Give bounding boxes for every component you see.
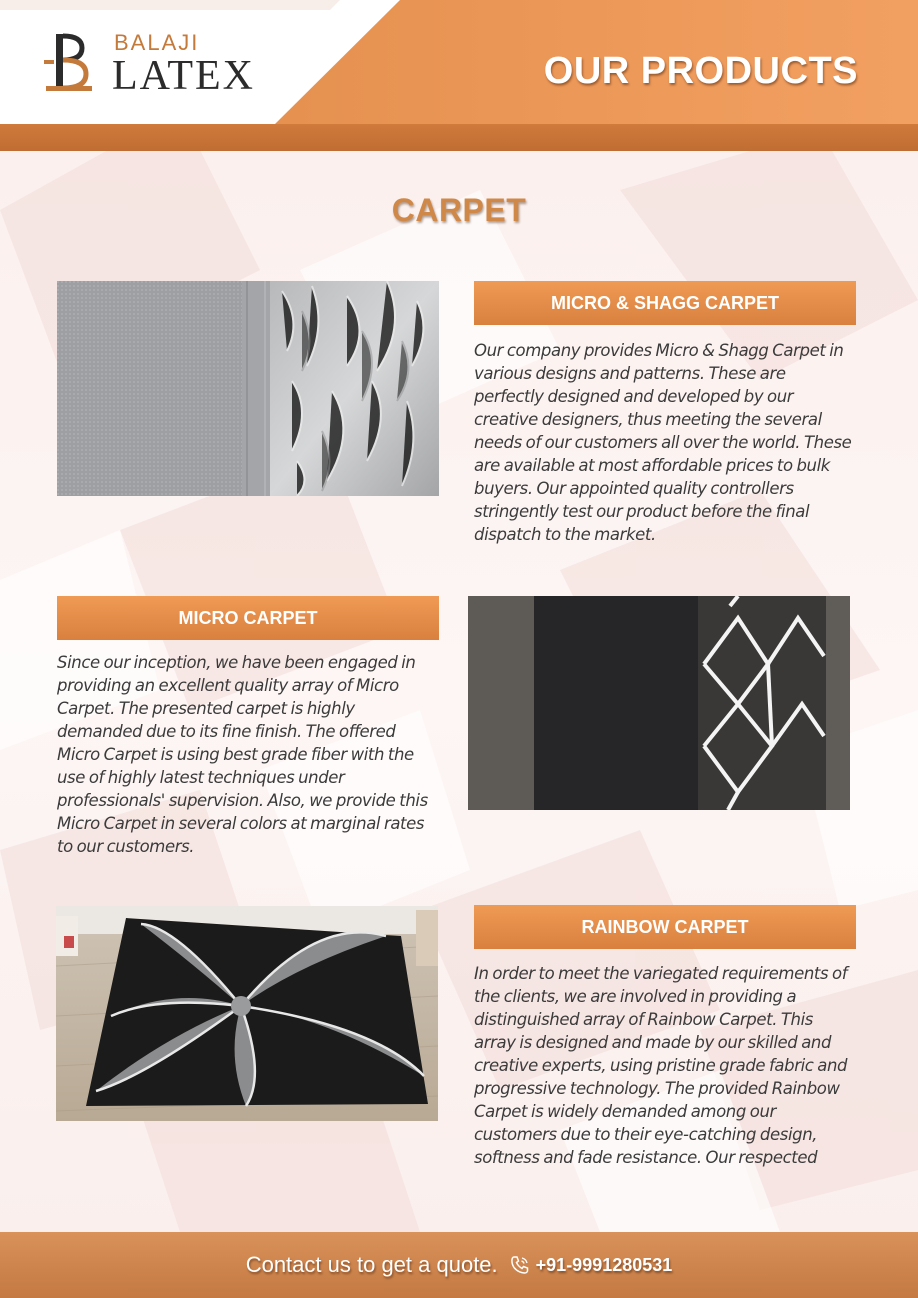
product-title-rainbow: RAINBOW CARPET xyxy=(474,905,856,949)
product-title-micro: MICRO CARPET xyxy=(57,596,439,640)
footer-phone-number[interactable]: +91-9991280531 xyxy=(535,1254,673,1275)
micro-carpet-image xyxy=(468,596,850,810)
brand-logo-mark-icon xyxy=(42,30,102,96)
page-title: OUR PRODUCTS xyxy=(543,50,858,92)
rainbow-carpet-image xyxy=(56,906,438,1121)
brand-name-big: LATEX xyxy=(112,53,255,99)
product-description-micro: Since our inception, we have been engaged in providing an excellent quality array of Micro Carpet. The presented carpet is highly demanded due to its fine finish. The offered Micro Carpet is using best grade fiber with the use of highly latest techniques under professionals' supervision. Also, we provide this Micro Carpet in several colors at marginal rates to our customers. xyxy=(57,653,428,856)
footer-cta: Contact us to get a quote. xyxy=(245,1252,498,1277)
footer-contact-bar xyxy=(0,1232,918,1298)
phone-icon xyxy=(510,1255,530,1275)
section-title: CARPET xyxy=(391,192,527,228)
product-description-micro-shagg: Our company provides Micro & Shagg Carpet in various designs and patterns. These are perfectly designed and developed by our creative designers, thus meeting the several needs of our customers all over the world. These are available at most affordable prices to bulk buyers. Our appointed quality controllers stringently test our product before the final dispatch to the market. xyxy=(474,341,852,544)
micro-shagg-carpet-image xyxy=(57,281,439,496)
product-description-rainbow: In order to meet the variegated requirements of the clients, we are involved in providing a distinguished array of Rainbow Carpet. This array is designed and made by our skilled and creative experts, using pristine grade fabric and progressive technology. The provided Rainbow Carpet is widely demanded among our customers due to their eye-catching design, softness and fade resistance. Our respected xyxy=(474,964,848,1167)
product-title-micro-shagg: MICRO & SHAGG CARPET xyxy=(474,281,856,325)
brand-name-small: BALAJI xyxy=(114,30,200,55)
brand-logo[interactable] xyxy=(42,30,272,100)
header xyxy=(0,0,918,151)
